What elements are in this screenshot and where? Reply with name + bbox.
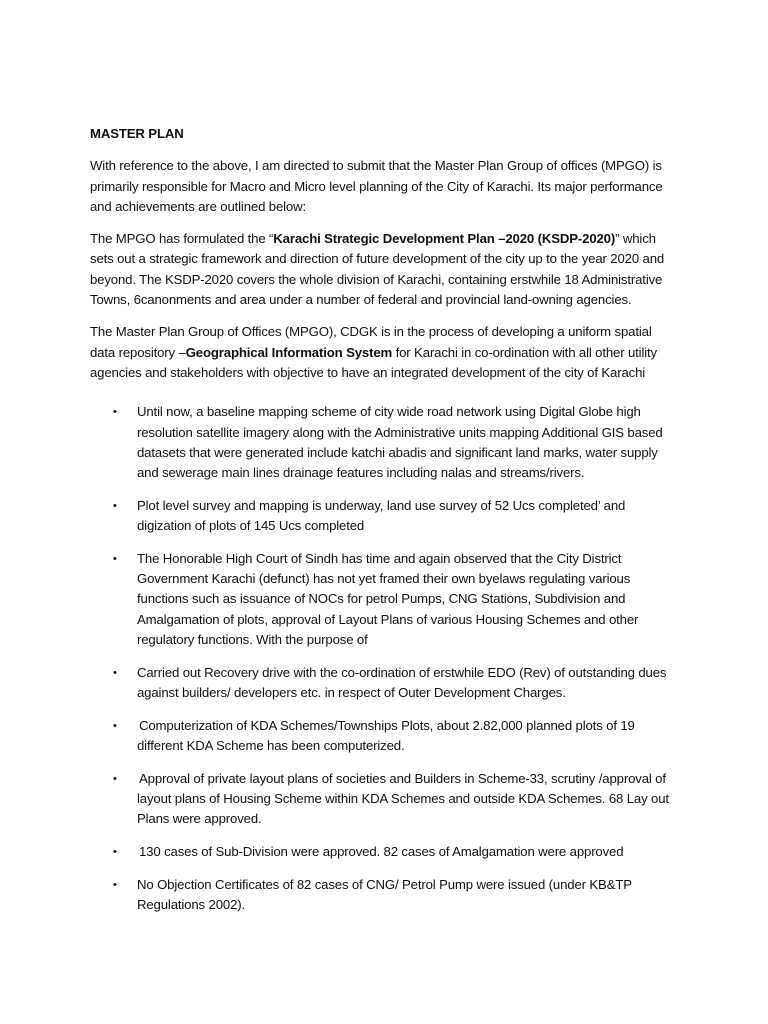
list-item xyxy=(90,769,680,830)
list-item-text: Computerization of KDA Schemes/Townships Plots, about 2.82,000 planned plots of 19 different KDA Scheme has been computerized. xyxy=(137,717,635,753)
list-item xyxy=(90,663,680,704)
ksdp-text-after: ” which sets out a strategic framework and direction of future development of the city up to the year 2020 and beyond. The KSDP-2020 covers the whole division of Karachi, containing erstwhile 18 Administrative Towns, 6canonments and area under a number of federal and provincial land-owning agencies. xyxy=(90,231,665,308)
list-item-text: The Honorable High Court of Sindh has time and again observed that the City District Government Karachi (defunct) has not yet framed their own byelaws regulating various functions such as issuance of NOCs for petrol Pumps, CNG Stations, Subdivision and Amalgamation of plots, approval of Layout Plans of various Housing Schemes and other regulatory functions. With the purpose of xyxy=(137,550,639,648)
list-item xyxy=(90,842,680,862)
ksdp-paragraph xyxy=(90,229,680,310)
list-item xyxy=(90,549,680,650)
gis-system-name: Geographical Information System xyxy=(185,344,393,360)
list-item-text: Carried out Recovery drive with the co-ordination of erstwhile EDO (Rev) of outstanding dues against builders/ developers etc. in respect of Outer Development Charges. xyxy=(137,664,667,700)
list-item xyxy=(90,875,680,916)
bullet-icon: • xyxy=(113,406,117,419)
bullet-icon: • xyxy=(113,878,117,891)
gis-paragraph xyxy=(90,322,680,383)
list-item xyxy=(90,496,680,537)
list-item-text: No Objection Certificates of 82 cases of CNG/ Petrol Pump were issued (under KB&TP Regulations 2002). xyxy=(137,876,632,912)
bullet-icon: • xyxy=(113,666,117,679)
bullet-icon: • xyxy=(113,772,117,785)
document-body xyxy=(90,124,680,928)
gis-text-before: The Master Plan Group of Offices (MPGO), CDGK is in the process of developing a uniform spatial data repository – xyxy=(90,324,652,360)
list-item-text: Approval of private layout plans of societies and Builders in Scheme-33, scrutiny /approval of layout plans of Housing Scheme within KDA Schemes and outside KDA Schemes. 68 Lay out Plans were approved. xyxy=(137,770,669,827)
document-title: MASTER PLAN xyxy=(90,126,184,141)
list-item-text: 130 cases of Sub-Division were approved. 82 cases of Amalgamation were approved xyxy=(139,843,624,859)
intro-paragraph: With reference to the above, I am directed to submit that the Master Plan Group of offices (MPGO) is primarily responsible for Macro and Micro level planning of the City of Karachi. Its major performance and achievements are outlined below: xyxy=(90,158,663,214)
gis-text-after: for Karachi in co-ordination with all other utility agencies and stakeholders with objective to have an integrated development of the city of Karachi xyxy=(90,344,657,380)
achievements-list xyxy=(90,402,680,915)
list-item xyxy=(90,402,680,483)
ksdp-text-before: The MPGO has formulated the “ xyxy=(90,231,274,247)
list-item xyxy=(90,716,680,757)
bullet-icon: • xyxy=(113,499,117,512)
bullet-icon: • xyxy=(113,845,117,858)
ksdp-plan-name: Karachi Strategic Development Plan –2020 (KSDP-2020) xyxy=(273,231,616,247)
bullet-icon: • xyxy=(113,719,117,732)
bullet-icon: • xyxy=(113,552,117,565)
list-item-text: Plot level survey and mapping is underway, land use survey of 52 Ucs completed’ and digization of plots of 145 Ucs completed xyxy=(137,497,626,534)
list-item-text: Until now, a baseline mapping scheme of city wide road network using Digital Globe high resolution satellite imagery along with the Administrative units mapping Additional GIS based datasets that were generated include katchi abadis and significant land marks, water supply and sewerage main lines drainage features including nalas and streams/rivers. xyxy=(137,404,663,481)
